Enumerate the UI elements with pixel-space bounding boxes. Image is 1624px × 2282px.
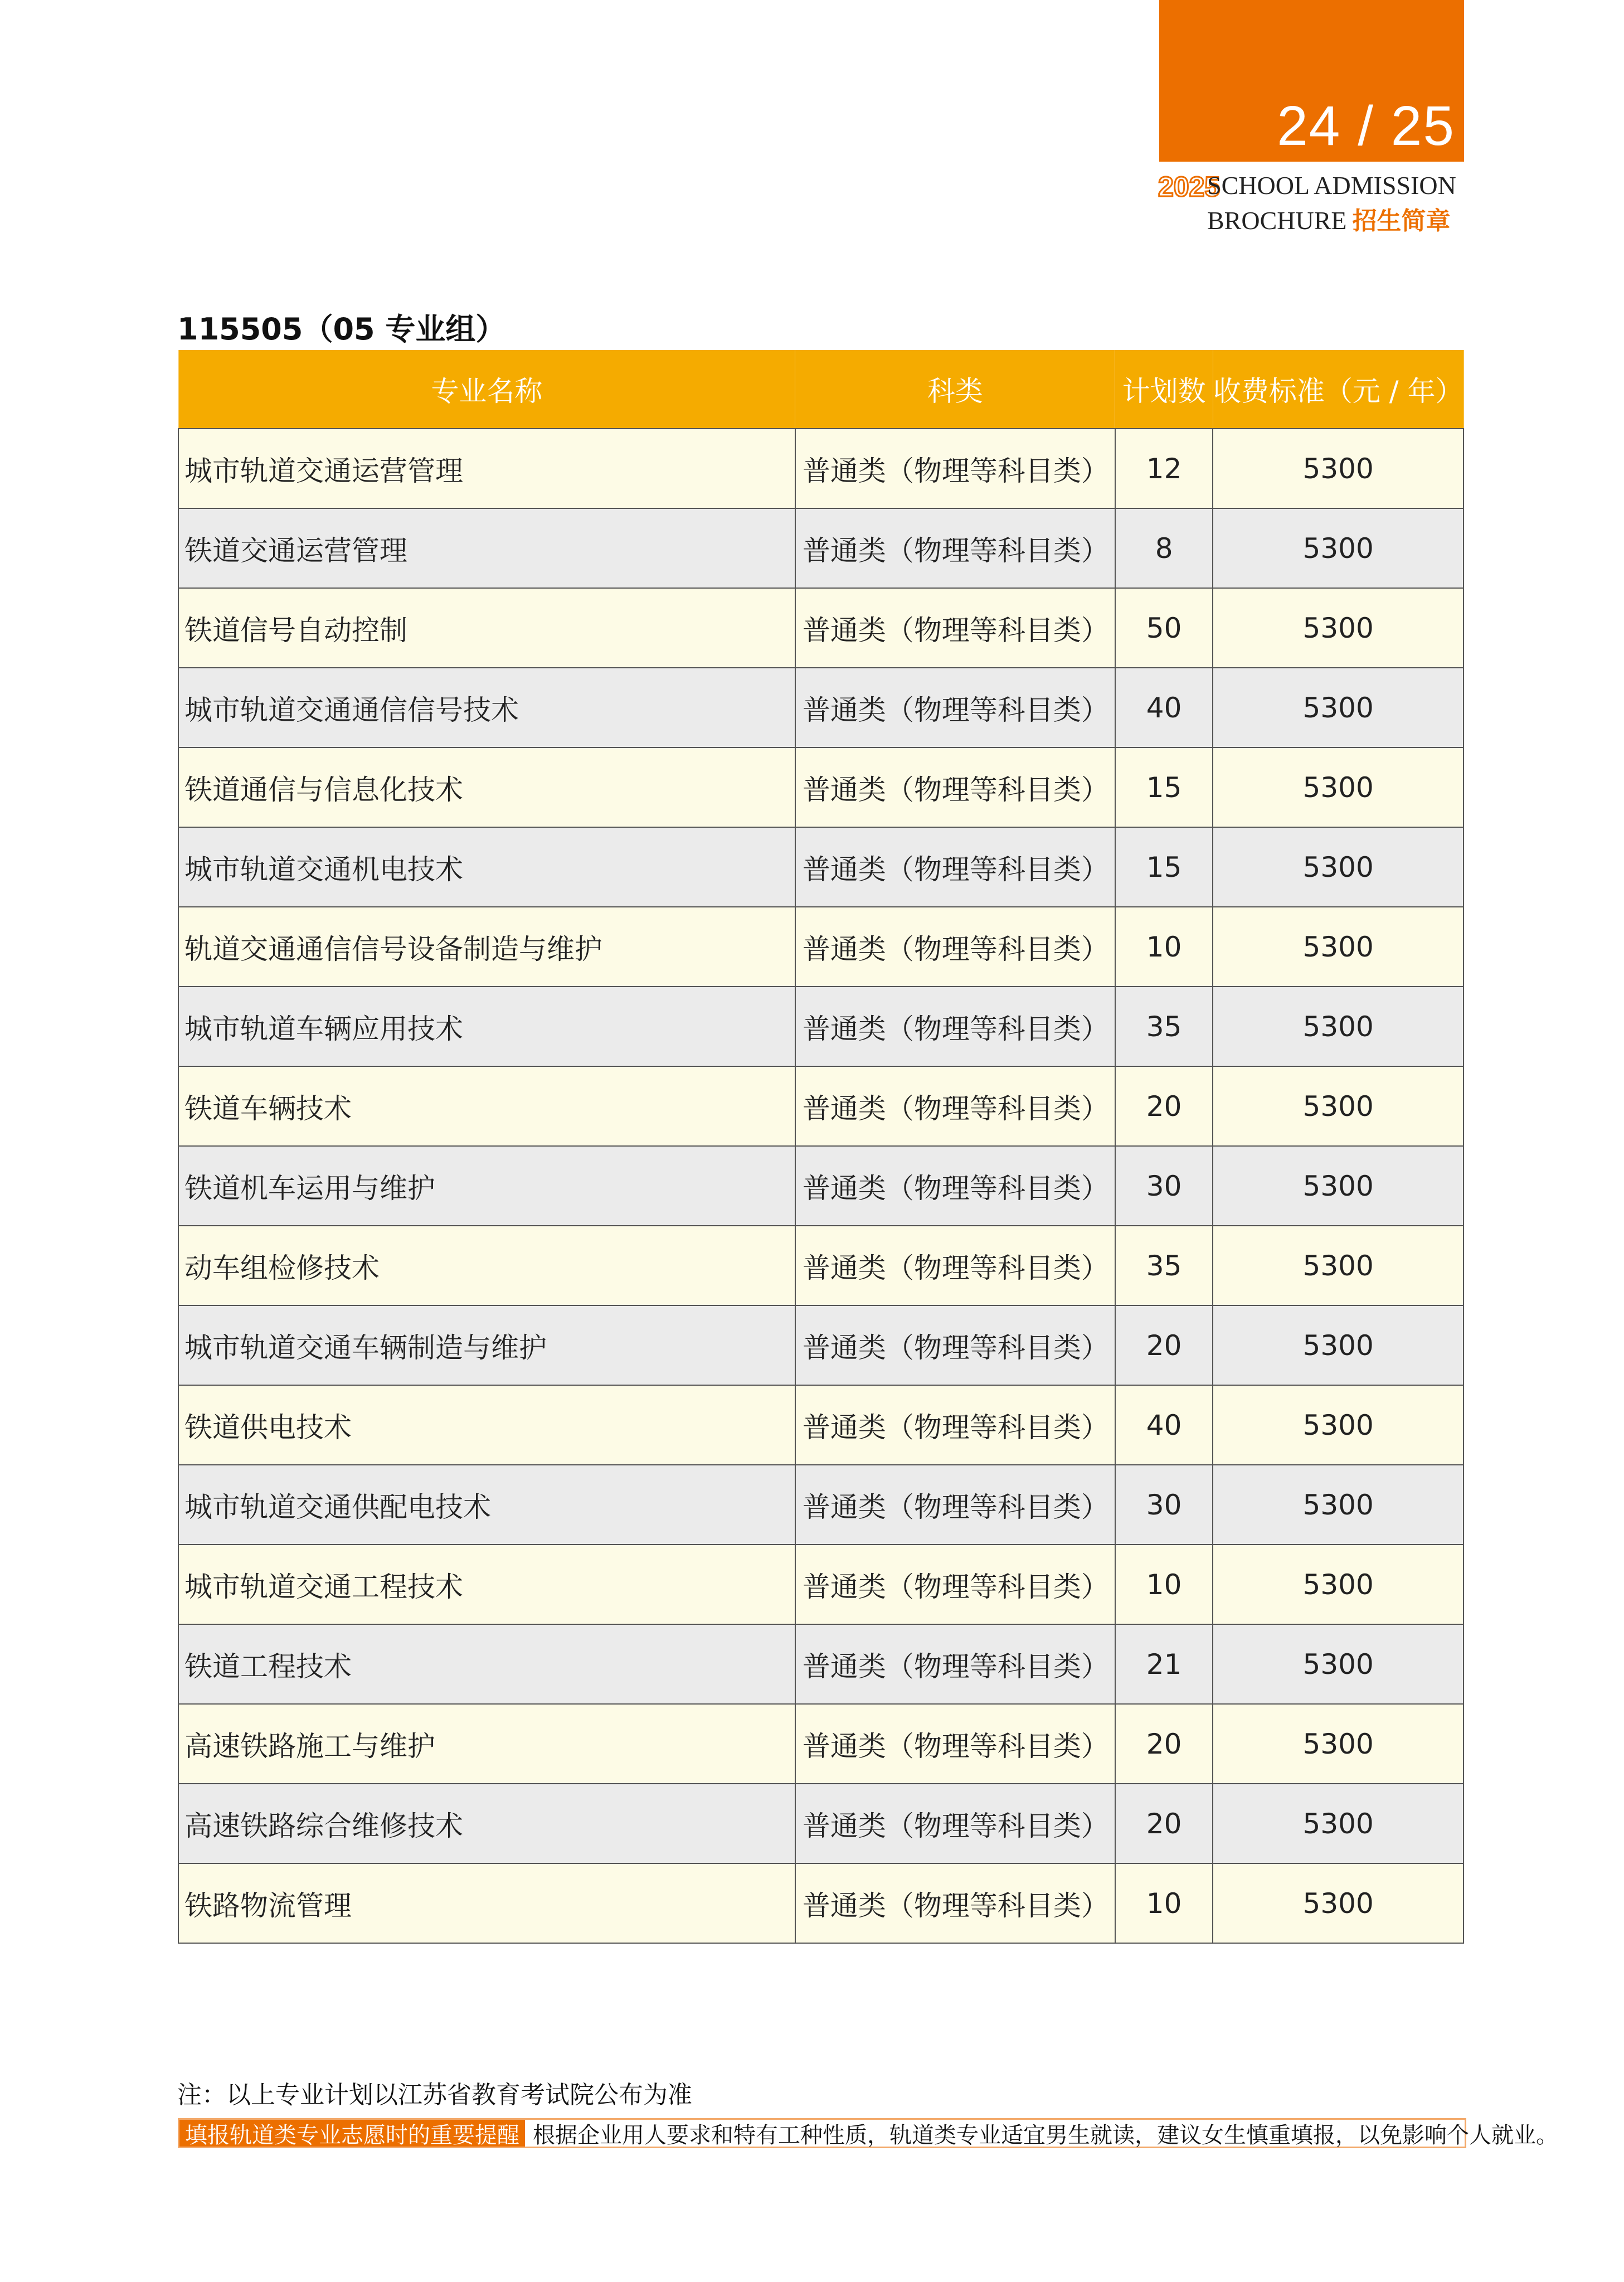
fee-cell: 5300 [1213,1066,1463,1146]
plan-count-cell: 8 [1115,508,1213,588]
plan-count-cell: 21 [1115,1624,1213,1704]
major-name-cell: 城市轨道交通通信信号技术 [178,668,795,747]
fee-cell: 5300 [1213,907,1463,987]
plan-count-cell: 30 [1115,1146,1213,1226]
majors-table [178,350,1464,1944]
fee-cell: 5300 [1213,1305,1463,1385]
major-name-cell: 铁道供电技术 [178,1385,795,1465]
reminder-tag: 填报轨道类专业志愿时的重要提醒 [179,2120,525,2147]
category-cell: 普通类（物理等科目类） [795,668,1115,747]
plan-count-cell: 35 [1115,1226,1213,1305]
major-name-cell: 高速铁路施工与维护 [178,1704,795,1784]
table-row [178,1066,1463,1146]
footnote: 注：以上专业计划以江苏省教育考试院公布为准 [177,2081,692,2109]
table-row [178,429,1463,508]
plan-count-cell: 40 [1115,668,1213,747]
fee-cell: 5300 [1213,1784,1463,1863]
fee-cell: 5300 [1213,747,1463,827]
table-row [178,1385,1463,1465]
category-cell: 普通类（物理等科目类） [795,1624,1115,1704]
category-cell: 普通类（物理等科目类） [795,1465,1115,1545]
table-row [178,827,1463,907]
fee-cell: 5300 [1213,668,1463,747]
reminder-message: 根据企业用人要求和特有工种性质，轨道类专业适宜男生就读，建议女生慎重填报，以免影响个人就业。 [533,2122,1558,2148]
category-cell: 普通类（物理等科目类） [795,907,1115,987]
page-corner-block [1159,0,1464,162]
col-header-category: 科类 [795,350,1115,429]
plan-count-cell: 15 [1115,827,1213,907]
plan-count-cell: 50 [1115,588,1213,668]
table-row [178,907,1463,987]
plan-count-cell: 10 [1115,907,1213,987]
brand-line-1: SCHOOL ADMISSION [1207,171,1456,200]
brand-line-2-cn: 招生简章 [1352,207,1451,235]
category-cell: 普通类（物理等科目类） [795,827,1115,907]
category-cell: 普通类（物理等科目类） [795,429,1115,508]
table-header-row [178,350,1463,429]
category-cell: 普通类（物理等科目类） [795,1784,1115,1863]
category-cell: 普通类（物理等科目类） [795,1146,1115,1226]
plan-count-cell: 40 [1115,1385,1213,1465]
fee-cell: 5300 [1213,1545,1463,1624]
fee-cell: 5300 [1213,1146,1463,1226]
table-row [178,747,1463,827]
plan-count-cell: 10 [1115,1545,1213,1624]
col-header-fee: 收费标准（元 / 年） [1213,350,1463,429]
category-cell: 普通类（物理等科目类） [795,1066,1115,1146]
fee-cell: 5300 [1213,588,1463,668]
category-cell: 普通类（物理等科目类） [795,1863,1115,1943]
brand-year-logo: 2025 [1158,171,1221,202]
major-name-cell: 铁道交通运营管理 [178,508,795,588]
table-row [178,588,1463,668]
plan-count-cell: 20 [1115,1066,1213,1146]
col-header-plan: 计划数 [1115,350,1213,429]
table-row [178,508,1463,588]
plan-count-cell: 20 [1115,1704,1213,1784]
category-cell: 普通类（物理等科目类） [795,1226,1115,1305]
category-cell: 普通类（物理等科目类） [795,508,1115,588]
plan-count-cell: 20 [1115,1784,1213,1863]
category-cell: 普通类（物理等科目类） [795,1545,1115,1624]
major-name-cell: 动车组检修技术 [178,1226,795,1305]
major-name-cell: 城市轨道交通工程技术 [178,1545,795,1624]
brochure-brand [1158,171,1470,235]
table-row [178,1545,1463,1624]
major-name-cell: 高速铁路综合维修技术 [178,1784,795,1863]
major-name-cell: 城市轨道交通车辆制造与维护 [178,1305,795,1385]
brand-line-2-en: BROCHURE [1207,206,1347,235]
fee-cell: 5300 [1213,508,1463,588]
category-cell: 普通类（物理等科目类） [795,1704,1115,1784]
plan-count-cell: 35 [1115,987,1213,1066]
table-row [178,1146,1463,1226]
major-name-cell: 铁道机车运用与维护 [178,1146,795,1226]
category-cell: 普通类（物理等科目类） [795,747,1115,827]
major-name-cell: 铁道车辆技术 [178,1066,795,1146]
major-name-cell: 铁道工程技术 [178,1624,795,1704]
fee-cell: 5300 [1213,1226,1463,1305]
table-row [178,668,1463,747]
plan-count-cell: 15 [1115,747,1213,827]
plan-count-cell: 10 [1115,1863,1213,1943]
brand-line-2 [1207,201,1450,236]
fee-cell: 5300 [1213,1465,1463,1545]
fee-cell: 5300 [1213,987,1463,1066]
category-cell: 普通类（物理等科目类） [795,1305,1115,1385]
reminder-banner [178,2118,1558,2148]
category-cell: 普通类（物理等科目类） [795,588,1115,668]
fee-cell: 5300 [1213,1624,1463,1704]
major-name-cell: 铁道通信与信息化技术 [178,747,795,827]
plan-count-cell: 20 [1115,1305,1213,1385]
major-name-cell: 轨道交通通信信号设备制造与维护 [178,907,795,987]
page-indicator: 24 / 25 [1277,95,1455,157]
group-title: 115505（05 专业组） [177,312,506,347]
table-row [178,1226,1463,1305]
major-name-cell: 城市轨道交通机电技术 [178,827,795,907]
table-row [178,1863,1463,1943]
plan-count-cell: 30 [1115,1465,1213,1545]
plan-count-cell: 12 [1115,429,1213,508]
table-row [178,1704,1463,1784]
category-cell: 普通类（物理等科目类） [795,1385,1115,1465]
major-name-cell: 城市轨道车辆应用技术 [178,987,795,1066]
table-row [178,1305,1463,1385]
category-cell: 普通类（物理等科目类） [795,987,1115,1066]
fee-cell: 5300 [1213,1385,1463,1465]
table-row [178,1784,1463,1863]
fee-cell: 5300 [1213,827,1463,907]
major-name-cell: 铁路物流管理 [178,1863,795,1943]
major-name-cell: 城市轨道交通运营管理 [178,429,795,508]
fee-cell: 5300 [1213,429,1463,508]
col-header-name: 专业名称 [178,350,795,429]
major-name-cell: 城市轨道交通供配电技术 [178,1465,795,1545]
fee-cell: 5300 [1213,1704,1463,1784]
fee-cell: 5300 [1213,1863,1463,1943]
table-row [178,1465,1463,1545]
table-row [178,987,1463,1066]
table-row [178,1624,1463,1704]
major-name-cell: 铁道信号自动控制 [178,588,795,668]
